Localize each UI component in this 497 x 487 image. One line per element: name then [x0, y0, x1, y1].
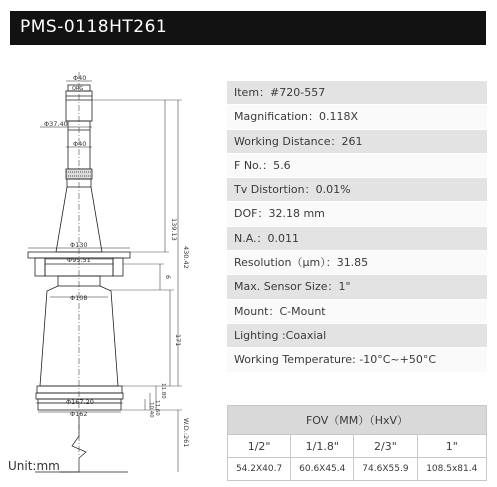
unit-label: Unit:mm [8, 459, 60, 473]
spec-working-distance: Working Distance：261 [227, 130, 487, 154]
bottom-ring-1 [37, 386, 122, 393]
knurled-ring [66, 169, 92, 179]
dim-d95: Φ95.51 [67, 256, 91, 264]
spec-resolution: Resolution（μm）：31.85 [227, 251, 487, 275]
fov-size-cell: 1/2" [228, 435, 291, 458]
header-bar [10, 11, 486, 45]
fov-size-cell: 1" [417, 435, 486, 458]
spec-na: N.A.：0.011 [227, 227, 487, 251]
spec-magnification: Magnification：0.118X [227, 105, 487, 129]
dim-d130: Φ130 [70, 241, 88, 249]
fov-value-cell: 74.6X55.9 [354, 458, 417, 481]
fov-value-cell: 54.2X40.7 [228, 458, 291, 481]
wd-break [60, 416, 86, 472]
spec-f-number: F No.：5.6 [227, 154, 487, 178]
dim-d40b: Φ40 [73, 140, 87, 148]
dim-d167: Φ167.20 [66, 398, 94, 406]
fov-value-cell: 108.5x81.4 [417, 458, 486, 481]
dim-top-label: ORG [72, 86, 84, 92]
dim-h139: 139.13 [170, 218, 178, 241]
spec-table [227, 81, 487, 373]
lens-drawing [0, 60, 215, 485]
dim-h1160: 11.60 [154, 400, 160, 416]
fov-size-cell: 1/1.8" [291, 435, 354, 458]
dim-d108: Φ108 [70, 294, 88, 302]
spec-item: Item：#720-557 [227, 81, 487, 105]
spec-tv-distortion: Tv Distortion：0.01% [227, 178, 487, 202]
dim-d37: Φ37.40 [44, 120, 68, 128]
spec-max-sensor-size: Max. Sensor Size：1" [227, 275, 487, 299]
spec-working-temperature: Working Temperature: -10°C~+50°C [227, 348, 487, 372]
dim-d162: Φ162 [70, 410, 88, 418]
product-title: PMS-0118HT261 [20, 17, 168, 37]
dim-wd: W.D.:261 [182, 418, 190, 448]
dim-h430: 430.42 [182, 246, 190, 269]
spec-mount: Mount：C-Mount [227, 300, 487, 324]
spec-dof: DOF：32.18 mm [227, 202, 487, 226]
fov-value-cell: 60.6X45.4 [291, 458, 354, 481]
dim-h1040: 10.40 [148, 402, 154, 418]
spec-lighting: Lighting :Coaxial [227, 324, 487, 348]
dim-h1180: 11.80 [160, 383, 166, 399]
dim-top-dia: Φ40 [73, 74, 87, 82]
fov-title: FOV（MM）（HxV） [228, 406, 487, 435]
fov-table [227, 405, 487, 481]
dim-h6: 6 [164, 275, 172, 280]
dim-h171: 171 [174, 334, 182, 347]
fov-size-cell: 2/3" [354, 435, 417, 458]
